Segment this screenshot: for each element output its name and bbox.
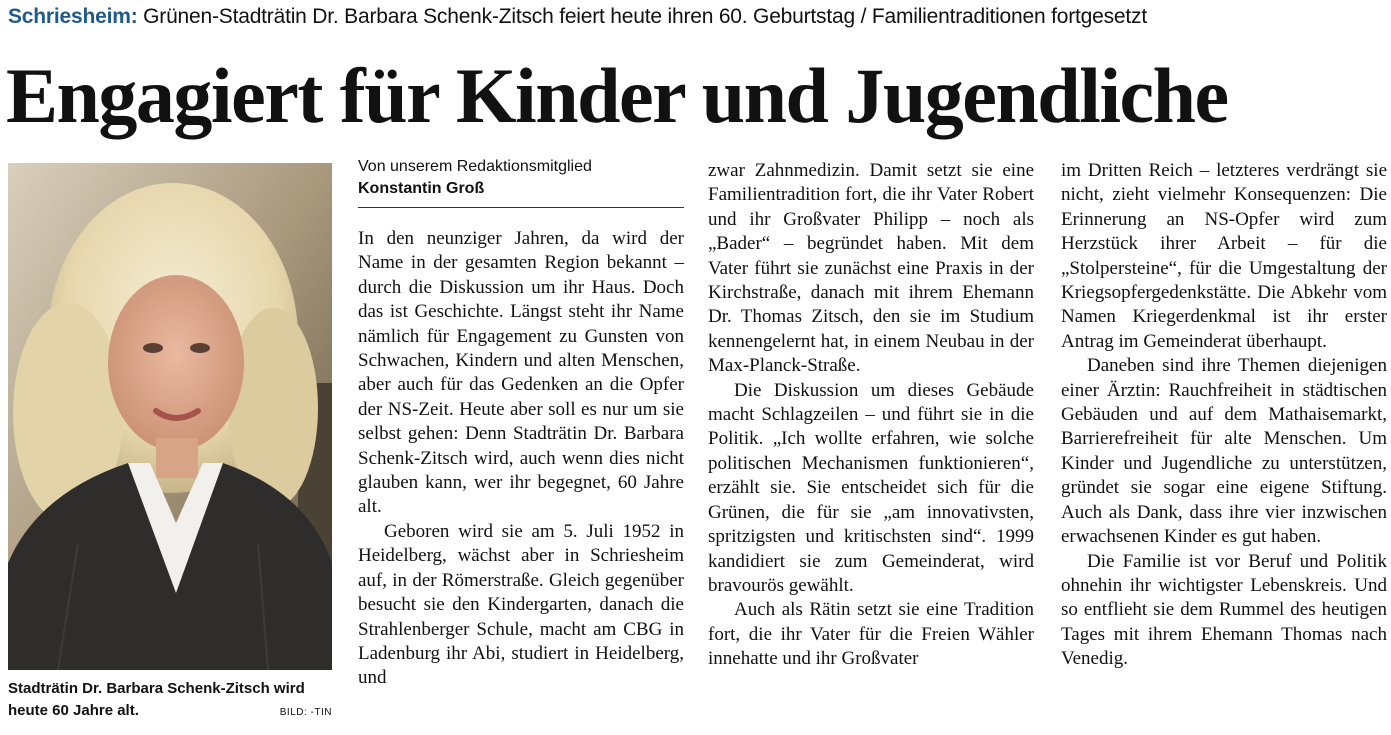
photo-credit: BILD: -TIN (279, 707, 332, 718)
headline: Engagiert für Kinder und Jugendliche (6, 52, 1228, 139)
portrait-illustration (8, 163, 332, 670)
article-paragraph: Geboren wird sie am 5. Juli 1952 in Heidelberg, wächst aber in Schriesheim auf, in der Römerstraße. Gleich gegenüber besucht sie den Kindergarten, danach die Strahlenberger Schule, macht am CBG in Ladenburg ihr Abi, studiert in Heidelberg, und (358, 520, 684, 689)
portrait-photo (8, 163, 332, 670)
article-paragraph: Daneben sind ihre Themen diejenigen einer Ärztin: Rauchfreiheit in städtischen Gebäuden und auf dem Mathaisemarkt, Barrierefreiheit für alte Menschen. Um Kinder und Jugendliche zu unterstützen, gründet sie sogar eine eigene Stiftung. Auch als Dank, dass ihre vier inzwischen erwachsenen Kinder es gut haben. (1061, 355, 1387, 548)
article-paragraph: im Dritten Reich – letzteres verdrängt sie nicht, zieht vielmehr Konsequenzen: Die Erinnerung an NS-Opfer wird zum Herzstück ihrer Arbeit – für die „Stolpersteine“, für die Umgestaltung der Kriegsopfergedenkstätte. Die Abkehr vom Namen Kriegerdenkmal ist ihr erster Antrag im Gemeinderat überhaupt. (1061, 160, 1387, 352)
article-column-3 (1061, 159, 1387, 672)
byline-author: Konstantin Groß (358, 180, 485, 197)
article-paragraph: Die Diskussion um dieses Gebäude macht Schlagzeilen – und führt sie in die Politik. „Ich wollte erfahren, wie solche politischen Mechanismen funktionieren“, erzählt sie. Sie entscheidet sich für die Grünen, die für sie „am innovativsten, spritzigsten und kritischsten sind“. 1999 kandidiert sie zum Gemeinderat, wird bravourös gewählt. (708, 379, 1034, 596)
photo-caption (8, 678, 332, 722)
article-column-1 (358, 156, 684, 691)
article-paragraph: In den neunziger Jahren, da wird der Name in der gesamten Region bekannt – durch die Diskussion um ihr Haus. Doch das ist Geschichte. Längst steht ihr Name nämlich für Engagement zu Gunsten von Schwachen, Kindern und alten Menschen, aber auch für das Gedenken an die Opfer der NS-Zeit. Heute aber soll es nur um sie selbst gehen: Denn Stadträtin Dr. Barbara Schenk-Zitsch wird, auch wenn dies nicht glauben kann, wer ihr begegnet, 60 Jahre alt. (358, 228, 684, 518)
byline-intro: Von unserem Redaktionsmitglied (358, 158, 592, 175)
article-paragraph: Auch als Rätin setzt sie eine Tradition fort, die ihr Vater für die Freien Wähler innehatte und ihr Großvater (708, 599, 1034, 670)
article-column-2 (708, 159, 1034, 672)
article-paragraph: zwar Zahnmedizin. Damit setzt sie eine Familientradition fort, die ihr Vater Robert und ihr Großvater Philipp – noch als „Bader“ – begründet haben. Mit dem Vater führt sie zunächst eine Praxis in der Kirchstraße, danach mit ihrem Ehemann Dr. Thomas Zitsch, den sie im Studium kennengelernt hat, in einem Neubau in der Max-Planck-Straße. (708, 160, 1034, 377)
kicker-subtitle: Grünen-Stadträtin Dr. Barbara Schenk-Zitsch feiert heute ihren 60. Geburtstag / Familientraditionen fortgesetzt (143, 5, 1147, 28)
article-paragraph: Die Familie ist vor Beruf und Politik ohnehin ihr wichtigster Lebenskreis. Und so entflieht sie dem Rummel des heutigen Tages mit ihrem Ehemann Thomas nach Venedig. (1061, 550, 1387, 670)
kicker-line (8, 2, 1388, 32)
kicker-place: Schriesheim: (8, 5, 138, 28)
caption-text: Stadträtin Dr. Barbara Schenk-Zitsch wird heute 60 Jahre alt. (8, 680, 305, 719)
byline (358, 156, 684, 208)
